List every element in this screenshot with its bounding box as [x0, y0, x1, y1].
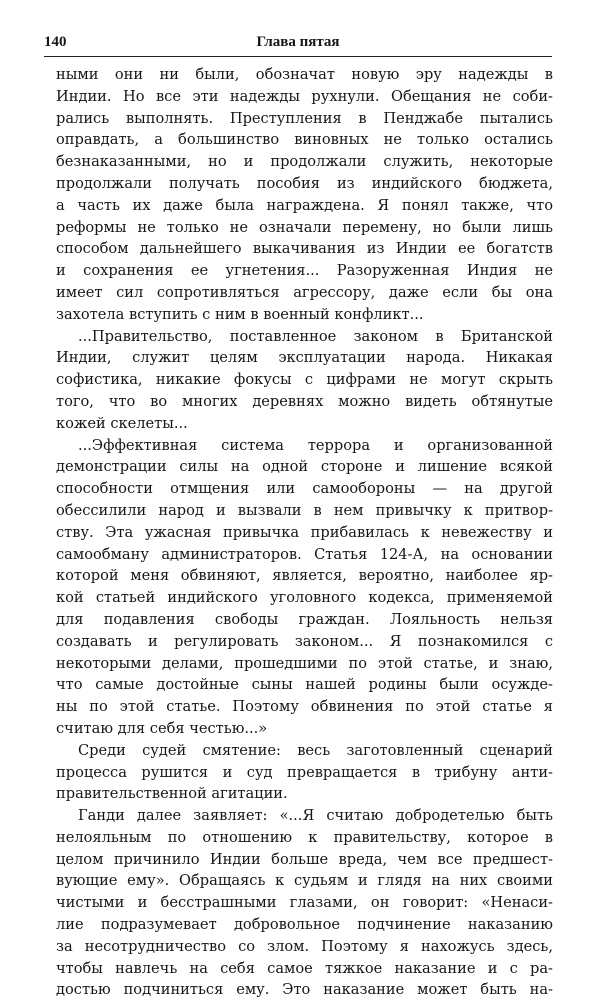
page-number: 140	[44, 34, 67, 50]
text-line: нелояльным по отношению к правительству, которое в	[56, 828, 553, 846]
text-line: создавать и регулировать законом... Я познакомился с	[56, 632, 553, 650]
text-line: ны по этой статье. Поэтому обвинения по этой статье я	[56, 698, 553, 716]
text-line: чтобы навлечь на себя самое тяжкое наказание и с ра-	[56, 959, 553, 977]
text-line: демонстрации силы на одной стороне и лишение всякой	[56, 458, 553, 476]
text-line: ...Эффективная система террора и организованной	[78, 436, 553, 454]
text-line: правительственной агитации.	[56, 785, 288, 803]
text-line: для подавления свободы граждан. Лояльность нельзя	[56, 610, 553, 628]
text-line: захотела вступить с ним в военный конфликт...	[56, 305, 424, 323]
text-line: вующие ему». Обращаясь к судьям и глядя на них своими	[56, 872, 553, 890]
text-line: продолжали получать пособия из индийского бюджета,	[56, 174, 553, 192]
text-line: Ганди далее заявляет: «...Я считаю добродетелью быть	[78, 807, 553, 825]
text-line: достью подчиниться ему. Это наказание может быть на-	[56, 981, 553, 999]
text-line: оправдать, а большинство виновных не только остались	[56, 131, 553, 149]
text-line: реформы не только не означали перемену, но были лишь	[56, 218, 553, 236]
text-line: ...Правительство, поставленное законом в Британской	[78, 327, 553, 345]
text-line: Индии, служит целям эксплуатации народа. Никакая	[56, 349, 553, 367]
text-line: считаю для себя честью...»	[56, 719, 268, 737]
text-line: того, что во многих деревнях можно видеть обтянутые	[56, 392, 553, 410]
text-line: кожей скелеты...	[56, 414, 188, 432]
header-rule	[44, 56, 552, 57]
text-line: которой меня обвиняют, является, вероятно, наиболее яр-	[56, 567, 553, 585]
text-line: безнаказанными, но и продолжали служить, некоторые	[56, 153, 553, 171]
text-line: и сохранения ее угнетения... Разоруженная Индия не	[56, 262, 553, 280]
text-line: софистика, никакие фокусы с цифрами не могут скрыть	[56, 371, 553, 389]
text-line: целом причинило Индии больше вреда, чем все предшест-	[56, 850, 553, 868]
text-line: а часть их даже была награждена. Я понял также, что	[56, 196, 553, 214]
text-line: обессилили народ и вызвали в нем привычку к притвор-	[56, 501, 553, 519]
text-line: Индии. Но все эти надежды рухнули. Обещания не соби-	[56, 87, 553, 105]
text-line: кой статьей индийского уголовного кодекса, применяемой	[56, 589, 553, 607]
text-line: ными они ни были, обозначат новую эру надежды в	[56, 66, 553, 83]
text-line: самообману администраторов. Статья 124-А, на основании	[56, 545, 553, 563]
text-line: некоторыми делами, прошедшими по этой статье, и знаю,	[56, 654, 553, 672]
text-line: способности отмщения или самообороны — на другой	[56, 480, 553, 498]
text-line: процесса рушится и суд превращается в трибуну анти-	[56, 763, 553, 781]
text-line: рались выполнять. Преступления в Пенджабе пытались	[56, 109, 553, 127]
running-head	[44, 30, 552, 54]
chapter-title: Глава пятая	[256, 34, 340, 50]
text-line: ству. Эта ужасная привычка прибавилась к невежеству и	[56, 523, 553, 541]
text-line: способом дальнейшего выкачивания из Индии ее богатств	[56, 240, 553, 258]
text-line: имеет сил сопротивляться агрессору, даже если бы она	[56, 283, 553, 301]
body-text	[56, 64, 553, 1001]
text-line: Среди судей смятение: весь заготовленный сценарий	[78, 741, 553, 759]
text-line: за несотрудничество со злом. Поэтому я нахожусь здесь,	[56, 937, 553, 955]
text-line: чистыми и бесстрашными глазами, он говорит: «Ненаси-	[56, 894, 553, 912]
text-line: что самые достойные сыны нашей родины были осужде-	[56, 676, 553, 694]
text-line: лие подразумевает добровольное подчинение наказанию	[56, 916, 553, 934]
